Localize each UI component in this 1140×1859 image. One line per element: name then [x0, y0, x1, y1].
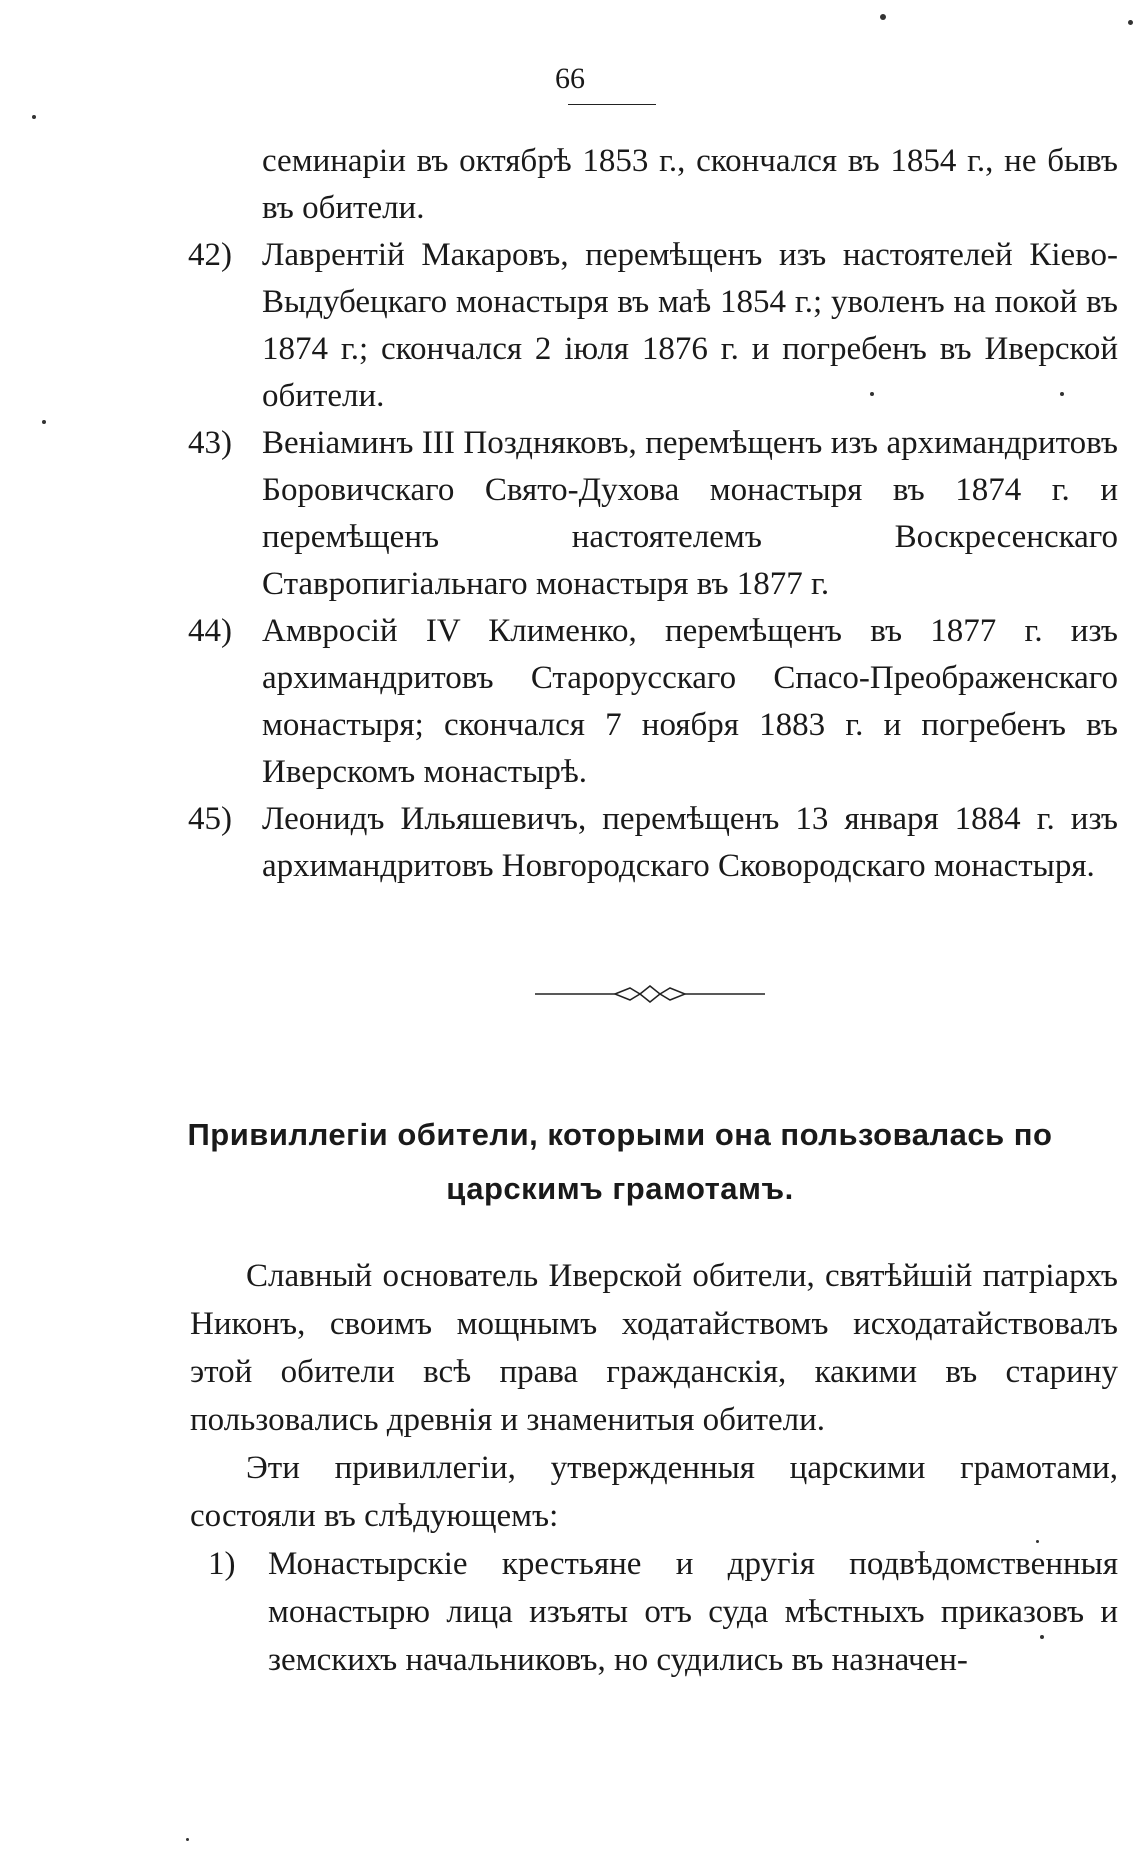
- entry-text: семинаріи въ октябрѣ 1853 г., скончался въ 1854 г., не бывъ въ обители.: [262, 143, 1118, 226]
- scan-speck: [1128, 20, 1133, 25]
- entry-number: 43): [188, 425, 232, 461]
- paragraph: Славный основатель Иверской обители, святѣйшій патріархъ Никонъ, своимъ мощнымъ ходатайствомъ исходатайствовалъ этой обители всѣ права гражданскія, какими въ старину пользовались древнія и знаменитыя обители.: [190, 1258, 1118, 1438]
- section-body: [190, 1252, 1118, 1684]
- entry-text: Веніаминъ III Поздняковъ, перемѣщенъ изъ архимандритовъ Боровичскаго Свято-Духова монастыря въ 1874 г. и перемѣщенъ настоятелемъ Воскресенскаго Ставропигіальнаго монастыря въ 1877 г.: [262, 425, 1118, 602]
- paragraph: Эти привиллегіи, утвержденныя царскими грамотами, состояли въ слѣдующемъ:: [190, 1450, 1118, 1534]
- scan-speck: [1060, 392, 1064, 396]
- heading-line: Привиллегіи обители, которыми она пользовалась по: [187, 1117, 1053, 1152]
- page-number-rule: [568, 104, 656, 105]
- entry-number: 44): [188, 613, 232, 649]
- heading-line: царскимъ грамотамъ.: [446, 1171, 794, 1206]
- page-number: 66: [555, 62, 585, 95]
- section-divider-ornament: [535, 982, 765, 1006]
- scan-speck: [1036, 1540, 1039, 1543]
- scan-speck: [32, 115, 36, 119]
- item-text: Монастырскіе крестьяне и другія подвѣдомственныя монастырю лица изъяты отъ суда мѣстныхъ приказовъ и земскихъ начальниковъ, но судились въ назначен-: [268, 1546, 1118, 1678]
- list-entry: [188, 232, 1118, 420]
- abbot-list: [188, 138, 1118, 890]
- item-number: 1): [208, 1546, 236, 1582]
- scan-speck: [42, 420, 46, 424]
- list-entry: [188, 420, 1118, 608]
- entry-number: 45): [188, 801, 232, 837]
- entry-text: Леонидъ Ильяшевичъ, перемѣщенъ 13 января 1884 г. изъ архимандритовъ Новгородскаго Сковородскаго монастыря.: [262, 801, 1118, 884]
- entry-text: Амвросій IV Клименко, перемѣщенъ въ 1877 г. изъ архимандритовъ Старорусскаго Спасо-Преображенскаго монастыря; скончался 7 ноября 1883 г. и погребенъ въ Иверскомъ монастырѣ.: [262, 613, 1118, 790]
- list-entry: [188, 138, 1118, 232]
- section-heading: [180, 1108, 1060, 1216]
- privilege-item: [190, 1540, 1118, 1684]
- list-entry: [188, 796, 1118, 890]
- scan-speck: [1040, 1635, 1044, 1639]
- list-entry: [188, 608, 1118, 796]
- scan-speck: [870, 392, 874, 396]
- entry-text: Лаврентій Макаровъ, перемѣщенъ изъ настоятелей Кіево-Выдубецкаго монастыря въ маѣ 1854 г.; уволенъ на покой въ 1874 г.; скончался 2 іюля 1876 г. и погребенъ въ Иверской обители.: [262, 237, 1118, 414]
- scan-speck: [186, 1838, 189, 1841]
- scan-speck: [880, 14, 886, 20]
- entry-number: 42): [188, 237, 232, 273]
